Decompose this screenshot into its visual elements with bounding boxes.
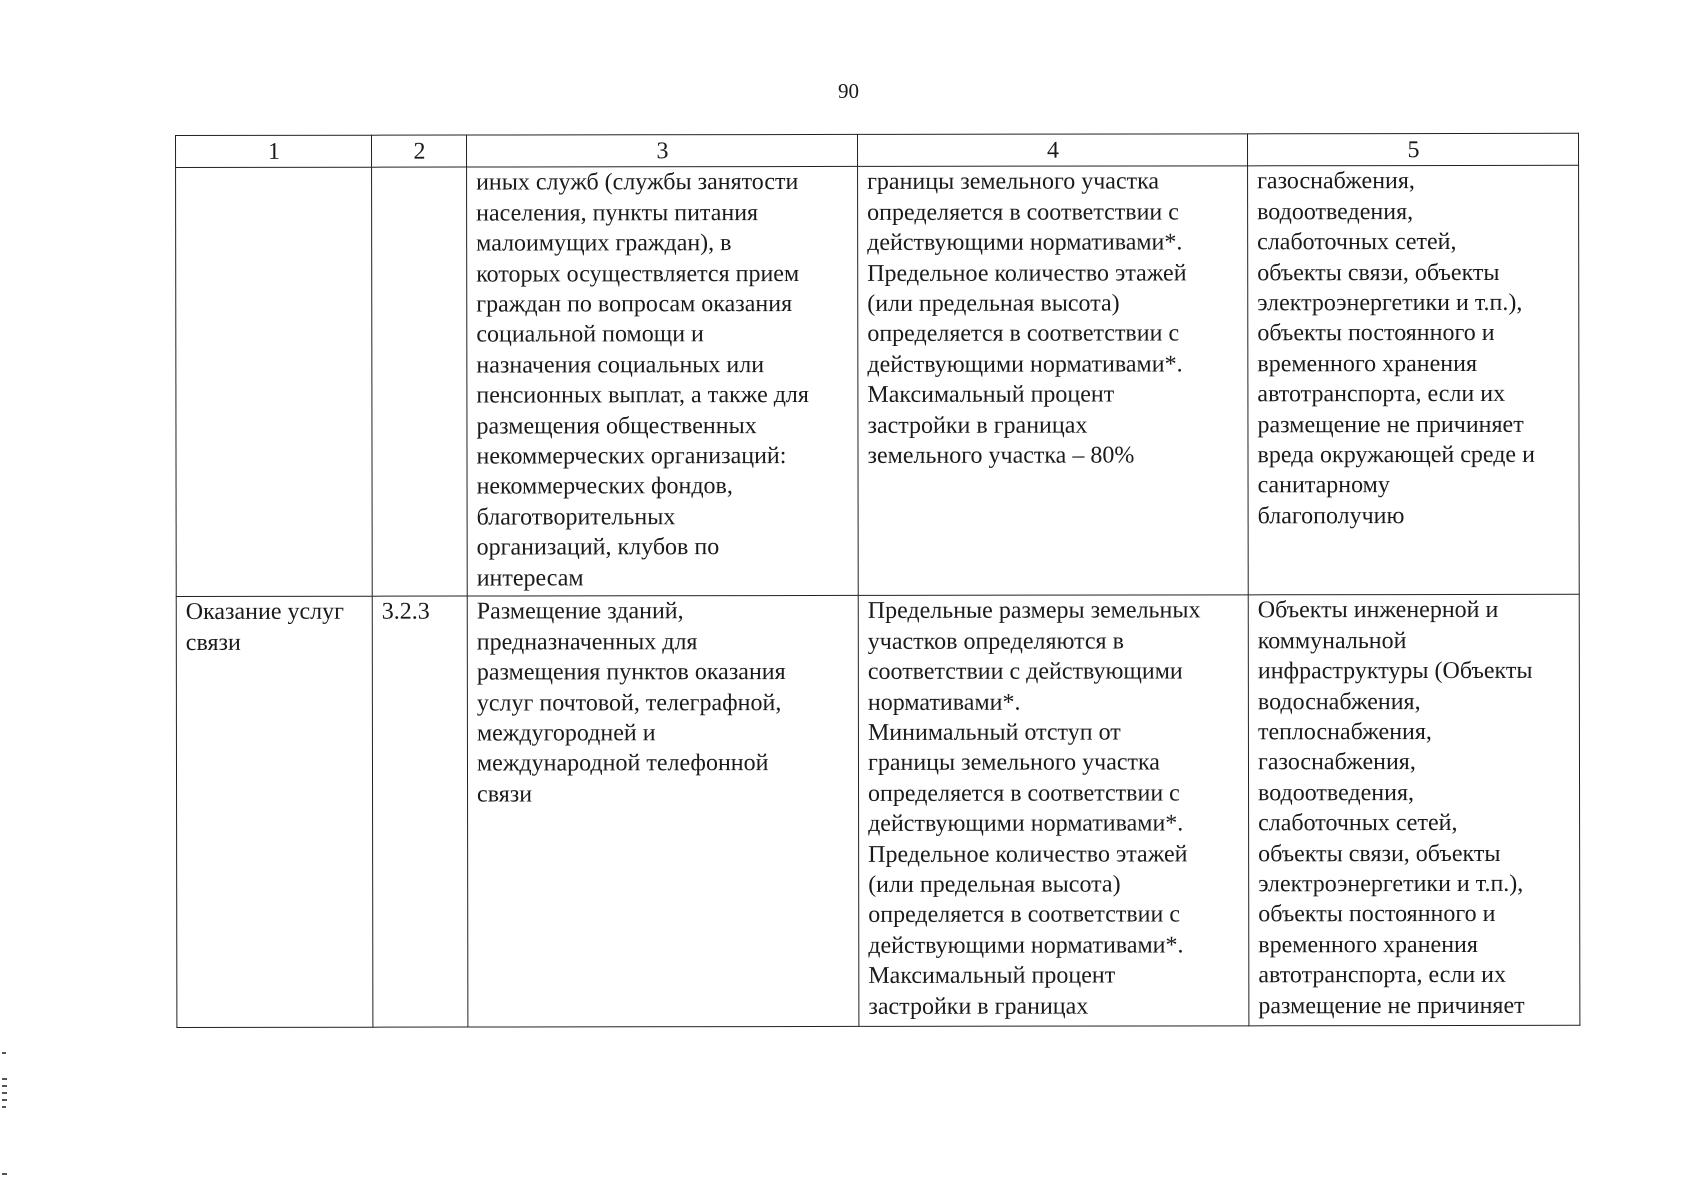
cell-text-line: объекты связи, объекты <box>1257 259 1500 286</box>
cell-text-line: предназначенных для <box>476 628 698 656</box>
table-row <box>176 166 1580 597</box>
cell-text-line: определяется в соответствии с <box>868 780 1180 807</box>
cell-text-line: газоснабжения, <box>1257 168 1415 195</box>
cell-text-line: Предельные размеры земельных <box>867 597 1201 625</box>
cell-text-line: действующими нормативами*. <box>868 810 1184 838</box>
cell-text-line: связи <box>477 781 533 808</box>
cell-text-line: размещение не причиняет <box>1257 411 1524 438</box>
cell-text-line: 3.2.3 <box>381 599 430 626</box>
cell-text-line: границы земельного участка <box>867 168 1160 196</box>
cell-auxiliary-uses <box>1248 166 1580 596</box>
table-row <box>176 595 1580 1028</box>
cell-text-line: (или предельная высота) <box>868 871 1121 898</box>
cell-text-line: назначения социальных или <box>476 351 765 379</box>
table-header-row <box>176 133 1579 168</box>
cell-text-line: водоотведения, <box>1258 779 1415 807</box>
cell-text-line: Предельное количество этажей <box>867 260 1187 287</box>
cell-text-line: размещения общественных <box>476 412 757 440</box>
cell-text-line: участков определяются в <box>867 628 1124 655</box>
cell-text-line: организаций, клубов по <box>476 534 720 561</box>
cell-text-line: нормативами*. <box>867 689 1021 716</box>
cell-text-line: Предельное количество этажей <box>868 841 1188 868</box>
cell-text-line: застройки в границах <box>868 993 1089 1020</box>
cell-text-line: населения, пункты питания <box>476 199 759 227</box>
scan-artifact <box>2 1052 6 1054</box>
cell-parameters <box>858 166 1249 596</box>
cell-text-line: соответствии с действующими <box>867 658 1183 686</box>
cell-text-line: временного хранения <box>1258 931 1478 959</box>
cell-text-line: некоммерческих организаций: <box>476 443 787 470</box>
cell-text-line: интересам <box>476 565 584 592</box>
scan-artifact <box>2 1099 7 1101</box>
cell-parameters <box>858 595 1249 1027</box>
cell-use-description <box>467 596 859 1028</box>
cell-text-line: связи <box>185 629 241 656</box>
cell-text-line: благополучию <box>1257 502 1405 530</box>
cell-text-line: санитарному <box>1257 472 1390 499</box>
cell-text-line: Максимальный процент <box>867 381 1115 409</box>
cell-text-line: газоснабжения, <box>1257 749 1416 776</box>
cell-text-line: водоотведения, <box>1257 198 1414 226</box>
header-col-3: 3 <box>467 134 858 167</box>
cell-text-line: объекты постоянного и <box>1257 320 1495 347</box>
cell-text-line: международной телефонной <box>476 750 769 777</box>
cell-text-line: определяется в соответствии с <box>867 199 1179 226</box>
scan-artifact <box>2 1106 6 1108</box>
header-col-2: 2 <box>372 135 467 168</box>
cell-text-line: слаботочных сетей, <box>1258 810 1458 837</box>
cell-text-line: иных служб (службы занятости <box>476 169 799 196</box>
cell-text-line: благотворительных <box>476 504 676 531</box>
cell-text-line: размещение не причиняет <box>1258 992 1525 1019</box>
scan-artifact <box>2 1085 7 1087</box>
cell-text-line: объекты постоянного и <box>1258 901 1496 928</box>
cell-text-line: застройки в границах <box>867 412 1088 439</box>
cell-text-line: Размещение зданий, <box>476 598 684 625</box>
cell-text-line: Оказание услуг <box>185 599 345 626</box>
cell-auxiliary-uses <box>1248 595 1580 1027</box>
cell-text-line: (или предельная высота) <box>867 290 1120 317</box>
cell-text-line: междугородней и <box>476 720 656 747</box>
cell-text-line: границы земельного участка <box>867 749 1160 777</box>
cell-text-line: определяется в соответствии с <box>867 320 1180 348</box>
cell-text-line: теплоснабжения, <box>1257 719 1432 746</box>
cell-text-line: некоммерческих фондов, <box>476 473 733 500</box>
cell-text-line: инфраструктуры (Объекты <box>1257 658 1533 685</box>
cell-text-line: объекты связи, объекты <box>1258 840 1501 867</box>
cell-text-line: электроэнергетики и т.п.), <box>1257 289 1523 317</box>
cell-use-description <box>467 167 859 597</box>
cell-text-line: определяется в соответствии с <box>868 901 1181 929</box>
scan-artifact <box>2 1173 7 1175</box>
scan-artifact <box>2 1078 7 1080</box>
cell-use-code <box>372 596 468 1027</box>
cell-text-line: коммунальной <box>1257 627 1407 655</box>
page-number: 90 <box>838 79 859 103</box>
cell-text-line: автотранспорта, если их <box>1257 381 1506 408</box>
land-use-table <box>175 133 1580 1029</box>
cell-use-name <box>176 597 373 1028</box>
cell-text-line: действующими нормативами*. <box>867 229 1183 257</box>
cell-text-line: действующими нормативами*. <box>867 351 1183 378</box>
cell-text-line: слаботочных сетей, <box>1257 229 1457 256</box>
cell-text-line: малоимущих граждан), в <box>476 230 732 257</box>
cell-text-line: Максимальный процент <box>868 962 1116 990</box>
header-col-4: 4 <box>857 134 1247 167</box>
cell-text-line: земельного участка – 80% <box>867 442 1135 469</box>
cell-text-line: электроэнергетики и т.п.), <box>1258 870 1524 898</box>
cell-text-line: вреда окружающей среде и <box>1257 441 1535 469</box>
header-col-1: 1 <box>176 135 372 168</box>
cell-text-line: социальной помощи и <box>476 321 704 348</box>
cell-text-line: водоснабжения, <box>1257 688 1421 715</box>
cell-use-code <box>372 167 468 596</box>
cell-text-line: услуг почтовой, телеграфной, <box>476 689 782 717</box>
cell-text-line: пенсионных выплат, а также для <box>476 382 809 409</box>
cell-text-line: автотранспорта, если их <box>1258 962 1507 989</box>
cell-text-line: которых осуществляется прием <box>476 260 800 288</box>
cell-text-line: Объекты инженерной и <box>1257 597 1499 624</box>
cell-use-name <box>176 168 373 597</box>
cell-text-line: граждан по вопросам оказания <box>476 291 793 318</box>
cell-text-line: размещения пунктов оказания <box>476 659 786 686</box>
header-col-5: 5 <box>1247 133 1578 166</box>
cell-text-line: действующими нормативами*. <box>868 932 1184 959</box>
cell-text-line: Минимальный отступ от <box>867 719 1121 746</box>
scan-artifact <box>2 1092 7 1094</box>
cell-text-line: временного хранения <box>1257 350 1478 378</box>
